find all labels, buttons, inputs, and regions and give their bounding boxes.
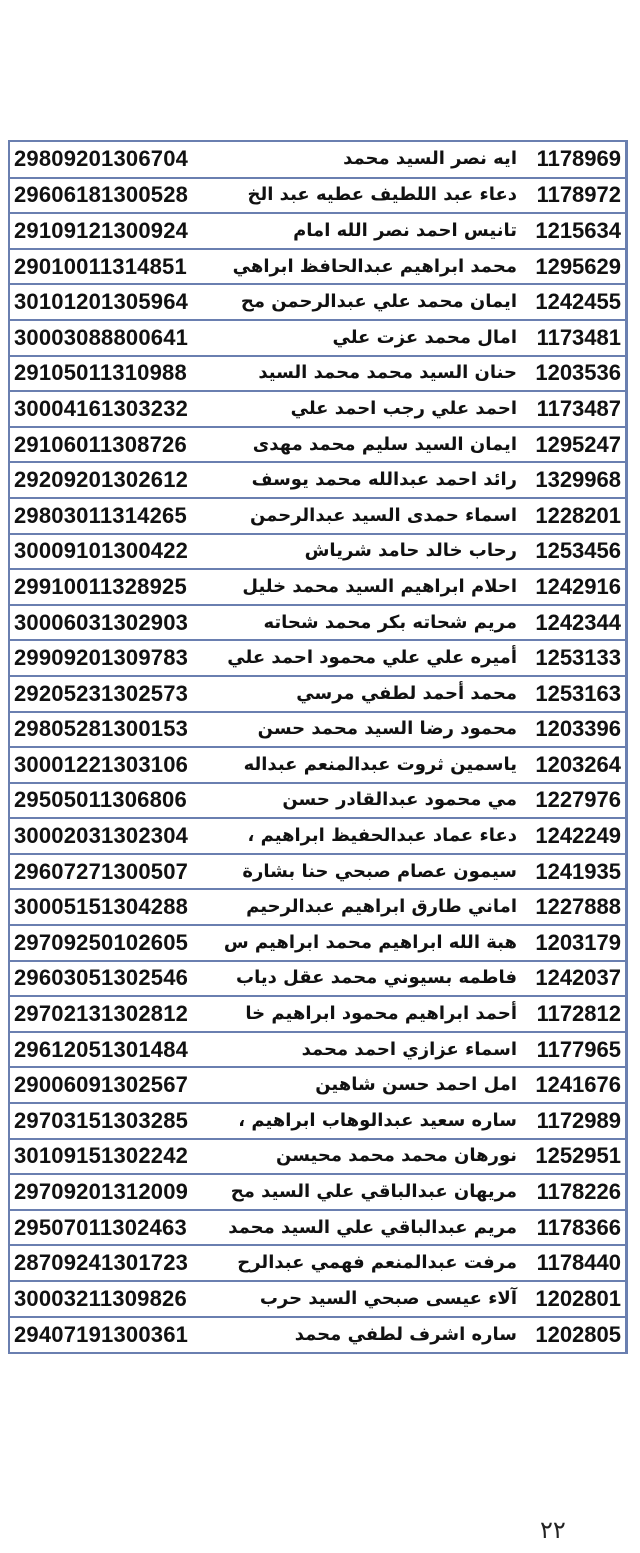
name-cell: أحمد ابراهيم محمود ابراهيم خا: [219, 996, 523, 1032]
code-cell: 1242344: [523, 605, 625, 641]
table-row: [10, 213, 625, 249]
code-cell: 1228201: [523, 498, 625, 534]
table-row: [10, 854, 625, 890]
name-cell: فاطمه بسيوني محمد عقل دياب: [219, 961, 523, 997]
code-cell: 1178366: [523, 1210, 625, 1246]
name-cell: امال محمد عزت علي: [219, 320, 523, 356]
code-cell: 1253133: [523, 640, 625, 676]
national-id-cell: 29109121300924: [10, 213, 219, 249]
national-id-cell: 28709241301723: [10, 1245, 219, 1281]
code-cell: 1241935: [523, 854, 625, 890]
national-id-cell: 29612051301484: [10, 1032, 219, 1068]
name-cell: ايمان السيد سليم محمد مهدى: [219, 427, 523, 463]
table-row: [10, 712, 625, 748]
code-cell: 1172989: [523, 1103, 625, 1139]
code-cell: 1202805: [535, 1321, 621, 1347]
code-cell: 1295247: [523, 427, 625, 463]
code-cell: 1177965: [523, 1032, 625, 1068]
table-row: [10, 1281, 625, 1317]
table-row: [10, 1210, 625, 1246]
name-cell: محمد أحمد لطفي مرسي: [219, 676, 523, 712]
name-cell: اماني طارق ابراهيم عبدالرحيم: [219, 889, 523, 925]
name-cell: احمد علي رجب احمد علي: [219, 391, 523, 427]
code-cell: 1242455: [523, 284, 625, 320]
code-cell: 1295629: [523, 249, 625, 285]
code-cell: 1203536: [523, 356, 625, 392]
national-id-cell: 30003211309826: [10, 1281, 219, 1317]
table-row: [10, 1103, 625, 1139]
national-id-cell: 30101201305964: [10, 284, 219, 320]
name-cell: ايه نصر السيد محمد: [219, 142, 523, 178]
table-row: [10, 605, 625, 641]
national-id-cell: 29702131302812: [10, 996, 219, 1032]
national-id-cell: 29507011302463: [10, 1210, 219, 1246]
national-id-cell: 29006091302567: [10, 1067, 219, 1103]
code-cell: 1203396: [523, 712, 625, 748]
table-row: [10, 320, 625, 356]
code-cell: 1178440: [523, 1245, 625, 1281]
code-cell: 1329968: [523, 462, 625, 498]
table-row: [10, 534, 625, 570]
table-row: [10, 498, 625, 534]
name-cell: اسماء عزازي احمد محمد: [219, 1032, 523, 1068]
name-cell: نورهان محمد محمد محيسن: [219, 1139, 523, 1175]
name-cell: مريم عبدالباقي علي السيد محمد: [219, 1210, 523, 1246]
name-cell: ايمان محمد علي عبدالرحمن مح: [219, 284, 523, 320]
code-cell: 1253163: [523, 676, 625, 712]
national-id-cell: 30005151304288: [10, 889, 219, 925]
code-cell: 1202801: [523, 1281, 625, 1317]
national-id-cell: 30009101300422: [10, 534, 219, 570]
name-cell: محمد ابراهيم عبدالحافظ ابراهي: [219, 249, 523, 285]
code-cell: 1242916: [523, 569, 625, 605]
table-row: [10, 142, 625, 178]
table-row: [10, 640, 625, 676]
table-row: [10, 961, 625, 997]
national-id-cell: 30001221303106: [10, 747, 219, 783]
national-id-cell: 29205231302573: [10, 676, 219, 712]
table-row: [10, 1067, 625, 1103]
table-row: [10, 569, 625, 605]
code-cell: 1178972: [523, 178, 625, 214]
records-body: [10, 142, 625, 1352]
code-cell: 1242037: [523, 961, 625, 997]
table-row: [10, 356, 625, 392]
name-cell: اسماء حمدى السيد عبدالرحمن: [219, 498, 523, 534]
page-number: ٢٢: [540, 1516, 566, 1544]
name-cell: سيمون عصام صبحي حنا بشارة: [219, 854, 523, 890]
table-row: [10, 889, 625, 925]
code-cell: 1227888: [523, 889, 625, 925]
national-id-cell: 29803011314265: [10, 498, 219, 534]
code-cell: 1253456: [523, 534, 625, 570]
name-cell: رحاب خالد حامد شرياش: [219, 534, 523, 570]
name-cell: أميره علي علي محمود احمد علي: [219, 640, 523, 676]
national-id-cell: 29607271300507: [10, 854, 219, 890]
national-id-cell: 30006031302903: [10, 605, 219, 641]
national-id-cell: 29106011308726: [10, 427, 219, 463]
records-table: [8, 140, 628, 1354]
table-row: [10, 1032, 625, 1068]
name-cell: ساره سعيد عبدالوهاب ابراهيم ،: [219, 1103, 523, 1139]
code-cell: 1173481: [523, 320, 625, 356]
name-cell: تانيس احمد نصر الله امام: [219, 213, 523, 249]
name-cell: ياسمين ثروت عبدالمنعم عبداله: [219, 747, 523, 783]
code-cell: 1242249: [523, 818, 625, 854]
national-id-cell: 29809201306704: [10, 142, 219, 178]
national-id-cell: 29910011328925: [10, 569, 219, 605]
national-id-cell: 29909201309783: [10, 640, 219, 676]
national-id-cell: 30004161303232: [10, 391, 219, 427]
name-cell: مريم شحاته بكر محمد شحاته: [219, 605, 523, 641]
name-cell: احلام ابراهيم السيد محمد خليل: [219, 569, 523, 605]
table-row: [10, 1317, 625, 1353]
table-row: [10, 818, 625, 854]
code-cell: 1241676: [523, 1067, 625, 1103]
national-id-cell: 30002031302304: [10, 818, 219, 854]
table-row: [10, 284, 625, 320]
name-cell: دعاء عبد اللطيف عطيه عبد الخ: [219, 178, 523, 214]
name-cell: امل احمد حسن شاهين: [219, 1067, 523, 1103]
name-cell: حنان السيد محمد محمد السيد: [219, 356, 523, 392]
table-row: [10, 747, 625, 783]
table-row: [10, 996, 625, 1032]
table-row: [10, 462, 625, 498]
name-cell: رائد احمد عبدالله محمد يوسف: [219, 462, 523, 498]
national-id-cell: 29505011306806: [10, 783, 219, 819]
name-cell: مي محمود عبدالقادر حسن: [219, 783, 523, 819]
name-cell: هبة الله ابراهيم محمد ابراهيم س: [219, 925, 523, 961]
name-cell: مريهان عبدالباقي علي السيد مح: [219, 1174, 523, 1210]
name-cell: دعاء عماد عبدالحفيظ ابراهيم ،: [219, 818, 523, 854]
table-row: [10, 783, 625, 819]
table-row: [10, 1245, 625, 1281]
code-cell: 1227976: [523, 783, 625, 819]
national-id-cell: 30109151302242: [10, 1139, 219, 1175]
national-id-cell: 29606181300528: [10, 178, 219, 214]
name-cell: مرفت عبدالمنعم فهمي عبدالرح: [219, 1245, 523, 1281]
national-id-cell: 29709201312009: [10, 1174, 219, 1210]
national-id-cell: 29010011314851: [10, 249, 219, 285]
table-row: [10, 427, 625, 463]
code-cell: 1178969: [523, 142, 625, 178]
table-row: [10, 391, 625, 427]
name-cell: محمود رضا السيد محمد حسن: [219, 712, 523, 748]
national-id-cell: 29209201302612: [10, 462, 219, 498]
table-row: [10, 249, 625, 285]
national-id-cell: 29703151303285: [10, 1103, 219, 1139]
national-id-cell: 29603051302546: [10, 961, 219, 997]
national-id-cell: 30003088800641: [10, 320, 219, 356]
code-cell: 1173487: [523, 391, 625, 427]
code-cell: 1215634: [523, 213, 625, 249]
national-id-cell: 29805281300153: [10, 712, 219, 748]
table-row: [10, 676, 625, 712]
name-cell: ساره اشرف لطفي محمد: [294, 1323, 517, 1345]
name-cell: آلاء عيسى صبحي السيد حرب: [219, 1281, 523, 1317]
table-row: [10, 178, 625, 214]
table-row: [10, 925, 625, 961]
code-cell: 1203179: [523, 925, 625, 961]
code-cell: 1172812: [523, 996, 625, 1032]
code-cell: 1203264: [523, 747, 625, 783]
national-id-cell: 29105011310988: [10, 356, 219, 392]
code-cell: 1252951: [523, 1139, 625, 1175]
table-row: [10, 1174, 625, 1210]
national-id-cell: 29407191300361: [14, 1321, 189, 1347]
records-grid: [10, 142, 625, 1352]
table-row: [10, 1139, 625, 1175]
code-cell: 1178226: [523, 1174, 625, 1210]
national-id-cell: 29709250102605: [10, 925, 219, 961]
